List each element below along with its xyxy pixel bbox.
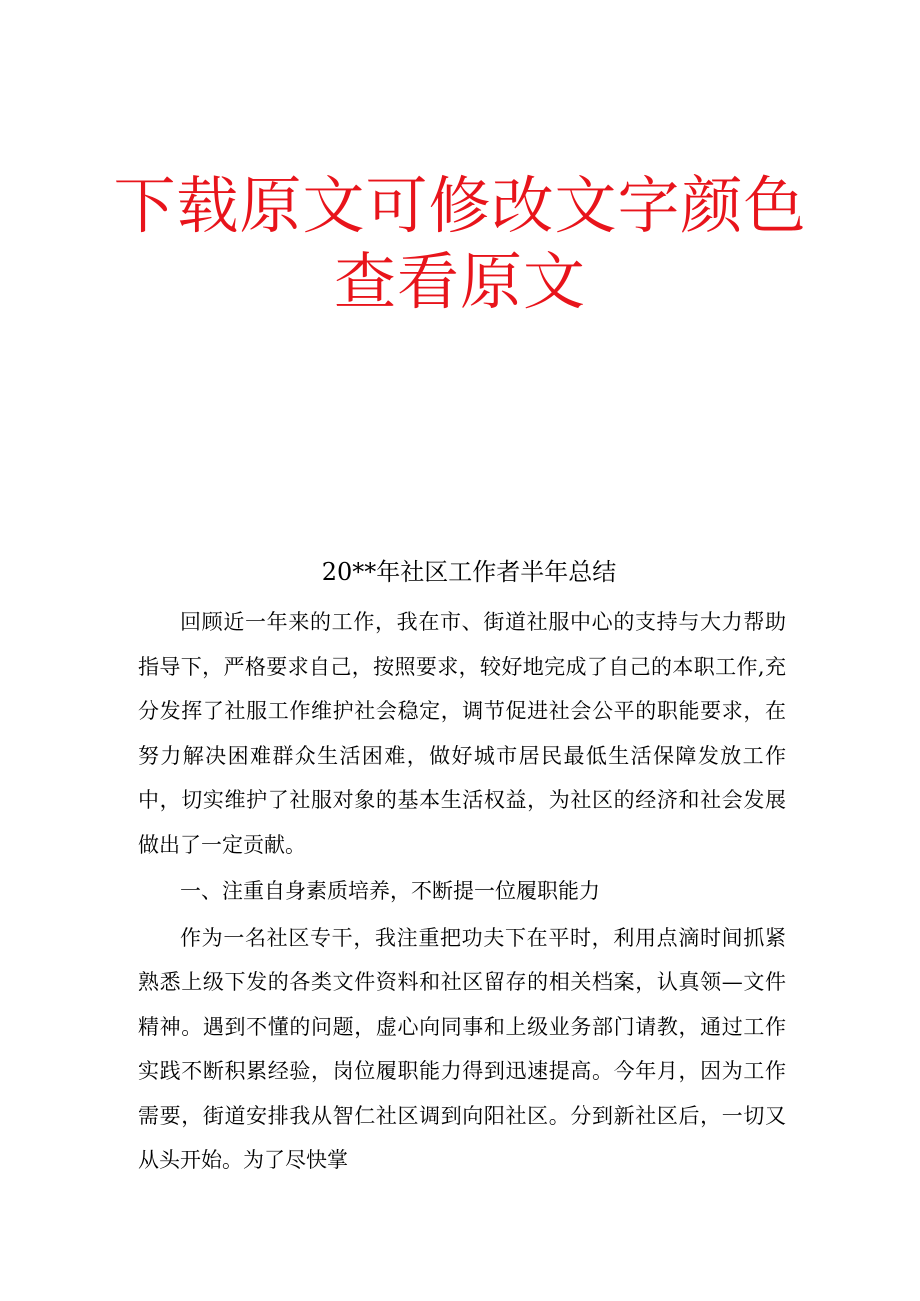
document-title: 20**年社区工作者半年总结 <box>321 558 617 586</box>
section-paragraph-1: 作为一名社区专干，我注重把功夫下在平时，利用点滴时间抓紧熟悉上级下发的各类文件资料和社区留存的相关档案，认真领—文件精神。遇到不懂的问题，虚心向同事和上级业务部门请教，通过工作实践不断积累经验，岗位履职能力得到迅速提高。今年月，因为工作需要，街道安排我从智仁社区调到向阳社区。分到新社区后，一切又从头开始。为了尽快掌 <box>138 925 786 1172</box>
document-body <box>138 548 786 1183</box>
banner-line-2: 查看原文 <box>333 245 586 318</box>
section-heading-1: 一、注重自身素质培养，不断提一位履职能力 <box>180 879 600 903</box>
intro-paragraph: 回顾近一年来的工作，我在市、街道社服中心的支持与大力帮助指导下，严格要求自己，按照要求，较好地完成了自己的本职工作,充分发挥了社服工作维护社会稳定，调节促进社会公平的职能要求，在努力解决困难群众生活困难，做好城市居民最低生活保障发放工作中，切实维护了社服对象的基本生活权益，为社区的经济和社会发展做出了一定贡献。 <box>138 610 786 857</box>
download-banner[interactable] <box>0 168 920 320</box>
banner-line-1: 下载原文可修改文字颜色 <box>113 169 807 242</box>
